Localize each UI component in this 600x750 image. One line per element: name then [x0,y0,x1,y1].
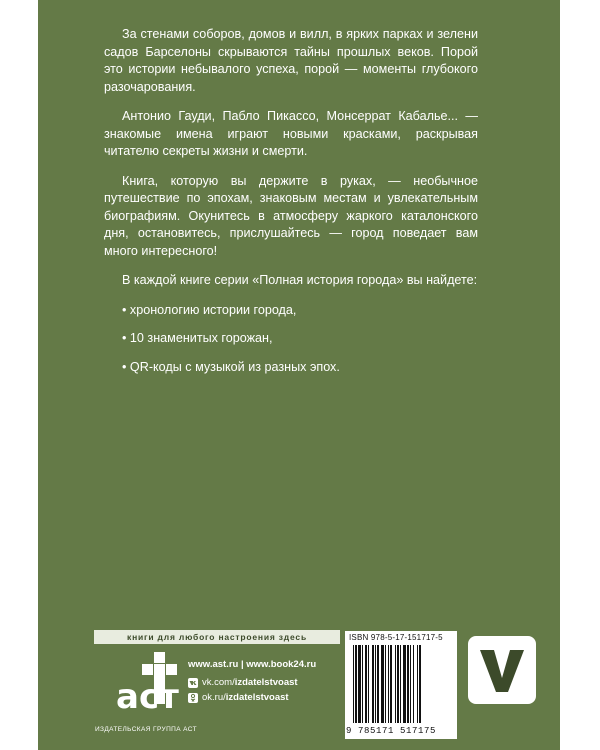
svg-text:аст: аст [116,677,179,717]
paragraph: В каждой книге серии «Полная история города» вы найдете: [122,273,478,287]
list-item: • хронологию истории города, [104,302,478,320]
barcode-bar [417,645,418,723]
barcode-bar [365,645,367,723]
tagline-bar: книги для любого настроения здесь [94,630,340,644]
barcode-bar [353,645,354,723]
ok-prefix: ok.ru/ [202,692,226,703]
list-item: • QR-коды с музыкой из разных эпох. [104,359,478,377]
ok-handle: izdatelstvoast [225,692,289,703]
publisher-v-logo-icon [468,636,536,704]
barcode-bar [355,645,357,723]
vk-link[interactable] [188,677,298,688]
barcode-bar [403,645,406,723]
barcode-bar [419,645,421,723]
barcode-bar [390,645,392,723]
isbn-text: ISBN 978-5-17-151717-5 [349,633,443,642]
paragraph: Книга, которую вы держите в руках, — необычное путешествие по эпохам, знаковым местам и увлекательным биографиям. Окунитесь в атмосферу жаркого каталонского дня, остановитесь, прислушайтесь — город поведает вам много интересного! [104,173,478,258]
barcode-bar [381,645,384,723]
paragraph: Антонио Гауди, Пабло Пикассо, Монсеррат Кабалье... — знакомые имена играют новыми красками, раскрывая читателю секреты жизни и смерти. [104,109,478,158]
website-links[interactable]: www.ast.ru | www.book24.ru [188,659,317,670]
barcode-bar [395,645,396,723]
barcode-bar [385,645,386,723]
barcode-bar [397,645,399,723]
back-cover [38,0,560,750]
barcode-bar [362,645,363,723]
publisher-caption: ИЗДАТЕЛЬСКАЯ ГРУППА АСТ [94,726,197,733]
odnoklassniki-icon [188,693,198,703]
vk-handle: izdatelstvoast [234,677,298,688]
ean-number: 9 785171 517175 [346,726,437,736]
barcode-bar [368,645,369,723]
barcode-bar [377,645,379,723]
barcode-bar [372,645,374,723]
barcode-bar [413,645,414,723]
vk-icon [188,678,198,688]
barcode-bar [400,645,401,723]
ok-link[interactable] [188,692,289,703]
barcode-bar [375,645,376,723]
barcode-bar [358,645,361,723]
list-item: • 10 знаменитых горожан, [104,330,478,348]
annotation-text [104,26,478,387]
barcode-bar [388,645,389,723]
barcode-bars [351,645,451,725]
barcode-bar [407,645,409,723]
barcode [345,631,457,739]
paragraph: За стенами соборов, домов и вилл, в ярких парках и зелени садов Барселоны скрываются тайны прошлых веков. Порой это истории небывалого успеха, порой — моменты глубокого разочарования. [104,27,478,94]
feature-list [104,302,478,377]
barcode-bar [410,645,411,723]
vk-prefix: vk.com/ [202,677,235,688]
